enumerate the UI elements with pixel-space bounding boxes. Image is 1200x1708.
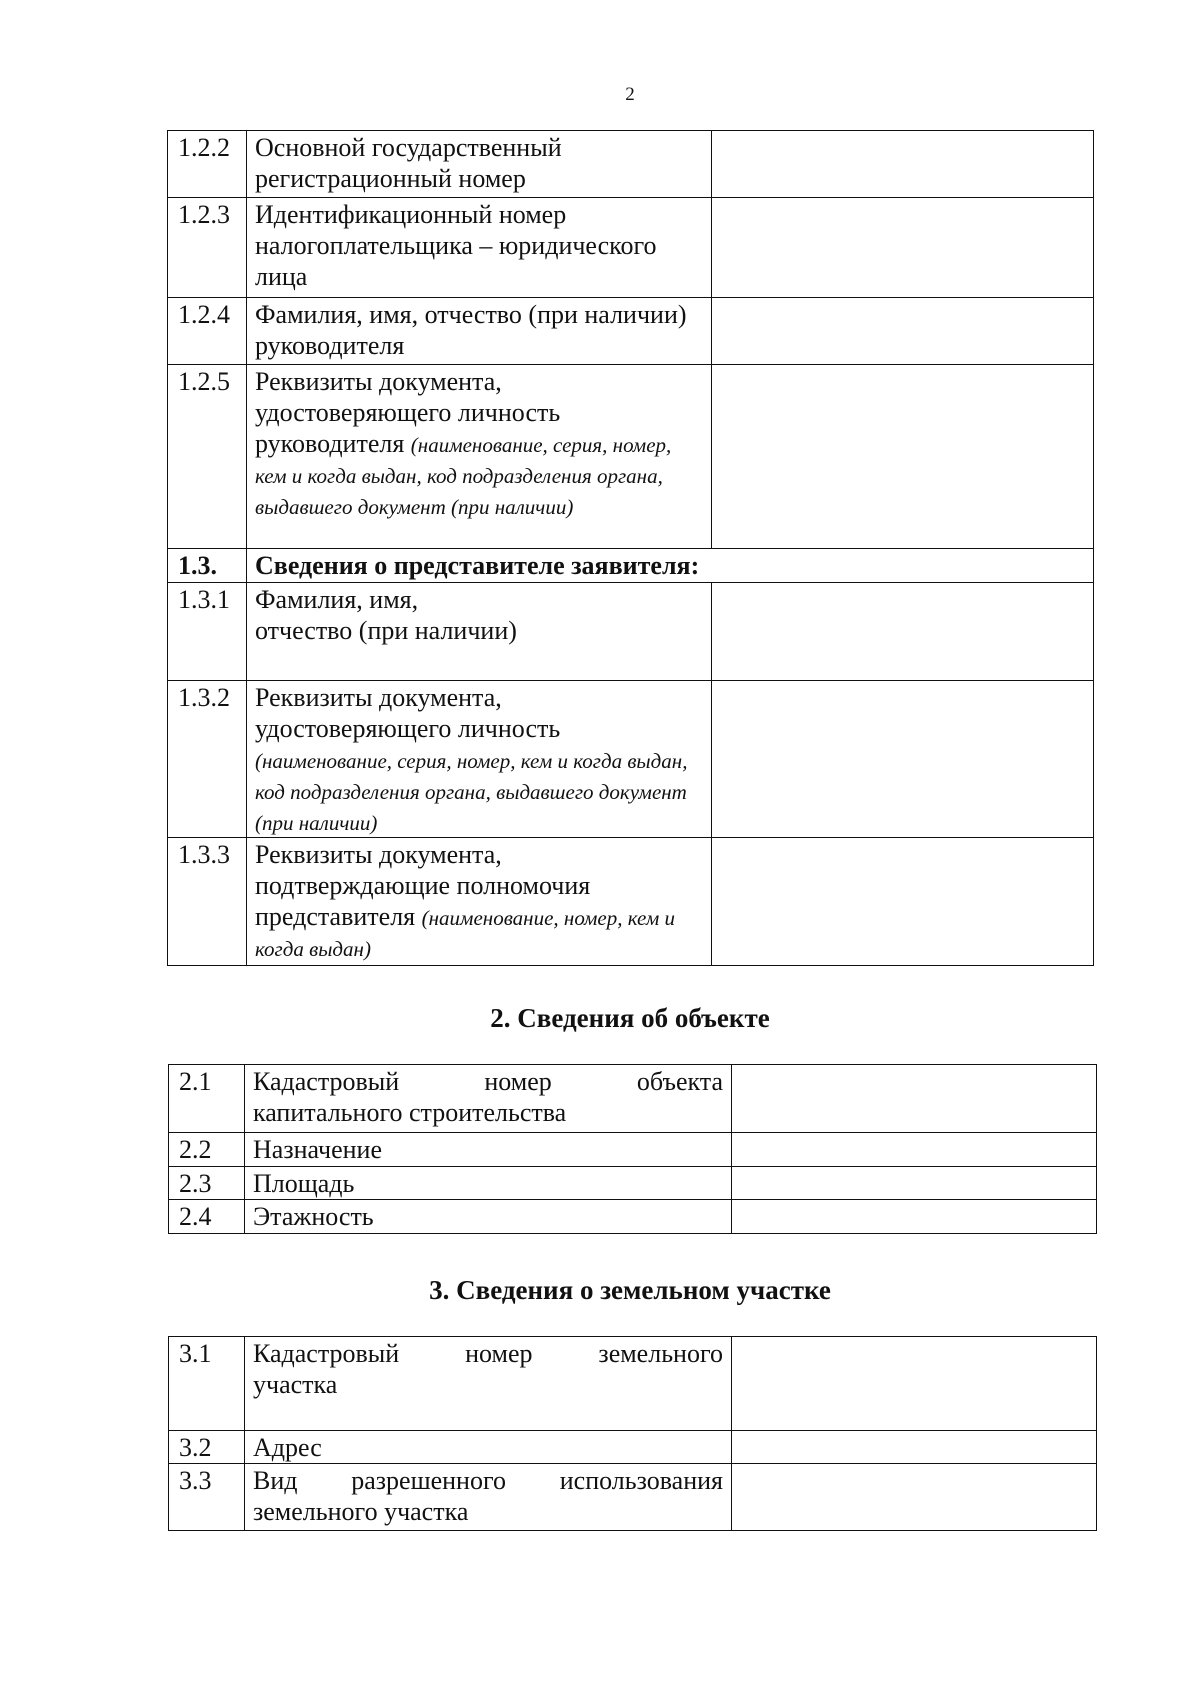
table-row [168, 583, 1094, 681]
row-label-line: отчество (при наличии) [255, 616, 517, 645]
row-number: 1.2.4 [168, 298, 247, 365]
row-number: 1.3.3 [168, 838, 247, 966]
row-label [247, 365, 712, 549]
row-number: 1.3.2 [168, 681, 247, 838]
table-row [168, 549, 1094, 583]
applicant-info-table [167, 130, 1094, 966]
row-label: Назначение [245, 1133, 732, 1167]
row-label-word: использования [559, 1466, 723, 1495]
row-label-line: участка [253, 1370, 338, 1399]
row-label-text: Реквизиты документа, удостоверяющего личность руководителя [255, 367, 561, 458]
row-number: 1.3.1 [168, 583, 247, 681]
row-label-line: земельного участка [253, 1497, 469, 1526]
table-row [169, 1065, 1097, 1133]
row-label [245, 1464, 732, 1531]
value-cell[interactable] [712, 838, 1094, 966]
row-number: 3.1 [169, 1337, 245, 1431]
value-cell[interactable] [732, 1464, 1097, 1531]
value-cell[interactable] [732, 1133, 1097, 1167]
row-hint: (наименование, серия, номер, кем и когда выдан, код подразделения органа, выдавшего документ (при наличии) [255, 749, 688, 835]
table-row [169, 1133, 1097, 1167]
row-label-line [253, 1338, 723, 1369]
row-label-word: земельного [598, 1339, 723, 1368]
value-cell[interactable] [732, 1200, 1097, 1234]
value-cell[interactable] [712, 365, 1094, 549]
row-label [247, 583, 712, 681]
page-number: 2 [625, 84, 635, 105]
row-label [247, 681, 712, 838]
table-row [168, 838, 1094, 966]
row-label-word: Вид [253, 1466, 298, 1495]
object-info-table [168, 1064, 1097, 1234]
section-title: 3. Сведения о земельном участке [429, 1275, 831, 1305]
table-row [168, 131, 1094, 198]
value-cell[interactable] [732, 1065, 1097, 1133]
row-label-line [253, 1066, 723, 1097]
table-row [169, 1464, 1097, 1531]
table-row [169, 1337, 1097, 1431]
row-number: 1.3. [168, 549, 247, 583]
value-cell[interactable] [712, 681, 1094, 838]
row-label: Фамилия, имя, отчество (при наличии) руководителя [247, 298, 712, 365]
table-row [168, 681, 1094, 838]
row-number: 1.2.2 [168, 131, 247, 198]
table-row [169, 1167, 1097, 1200]
row-number: 2.2 [169, 1133, 245, 1167]
row-number: 1.2.3 [168, 198, 247, 298]
row-label: Адрес [245, 1431, 732, 1464]
row-number: 2.3 [169, 1167, 245, 1200]
row-hint: (наименование, серия, номер, кем и когда выдан, код подразделения органа, выдавшего документ (при наличии) [255, 433, 672, 519]
value-cell[interactable] [712, 298, 1094, 365]
row-label-word: номер [465, 1339, 533, 1368]
row-label: Идентификационный номер налогоплательщика – юридического лица [247, 198, 712, 298]
row-number: 3.2 [169, 1431, 245, 1464]
row-number: 1.2.5 [168, 365, 247, 549]
row-label-word: Кадастровый [253, 1067, 400, 1096]
table-row [169, 1431, 1097, 1464]
value-cell[interactable] [732, 1167, 1097, 1200]
table-row [168, 365, 1094, 549]
row-label-text: Реквизиты документа, подтверждающие полномочия представителя [255, 840, 591, 931]
row-label-word: объекта [636, 1067, 723, 1096]
row-label [245, 1337, 732, 1431]
row-hint: (наименование, номер, кем и когда выдан) [255, 906, 675, 961]
row-number: 3.3 [169, 1464, 245, 1531]
row-label-line: Фамилия, имя, [255, 585, 419, 614]
land-plot-info-table [168, 1336, 1097, 1531]
row-label-text: Реквизиты документа, удостоверяющего личность [255, 683, 561, 743]
row-number: 2.4 [169, 1200, 245, 1234]
value-cell[interactable] [712, 583, 1094, 681]
row-label-word: Кадастровый [253, 1339, 400, 1368]
table-row [169, 1200, 1097, 1234]
row-label [245, 1065, 732, 1133]
row-label: Основной государственный регистрационный номер [247, 131, 712, 198]
value-cell[interactable] [712, 131, 1094, 198]
row-label [247, 838, 712, 966]
row-number: 2.1 [169, 1065, 245, 1133]
subsection-heading: Сведения о представителе заявителя: [247, 549, 1094, 583]
row-label: Этажность [245, 1200, 732, 1234]
row-label-word: номер [484, 1067, 552, 1096]
table-row [168, 198, 1094, 298]
section-title: 2. Сведения об объекте [490, 1003, 770, 1033]
value-cell[interactable] [712, 198, 1094, 298]
table-row [168, 298, 1094, 365]
value-cell[interactable] [732, 1337, 1097, 1431]
value-cell[interactable] [732, 1431, 1097, 1464]
row-label: Площадь [245, 1167, 732, 1200]
row-label-word: разрешенного [351, 1466, 506, 1495]
row-label-line: капитального строительства [253, 1098, 567, 1127]
row-label-line [253, 1465, 723, 1496]
